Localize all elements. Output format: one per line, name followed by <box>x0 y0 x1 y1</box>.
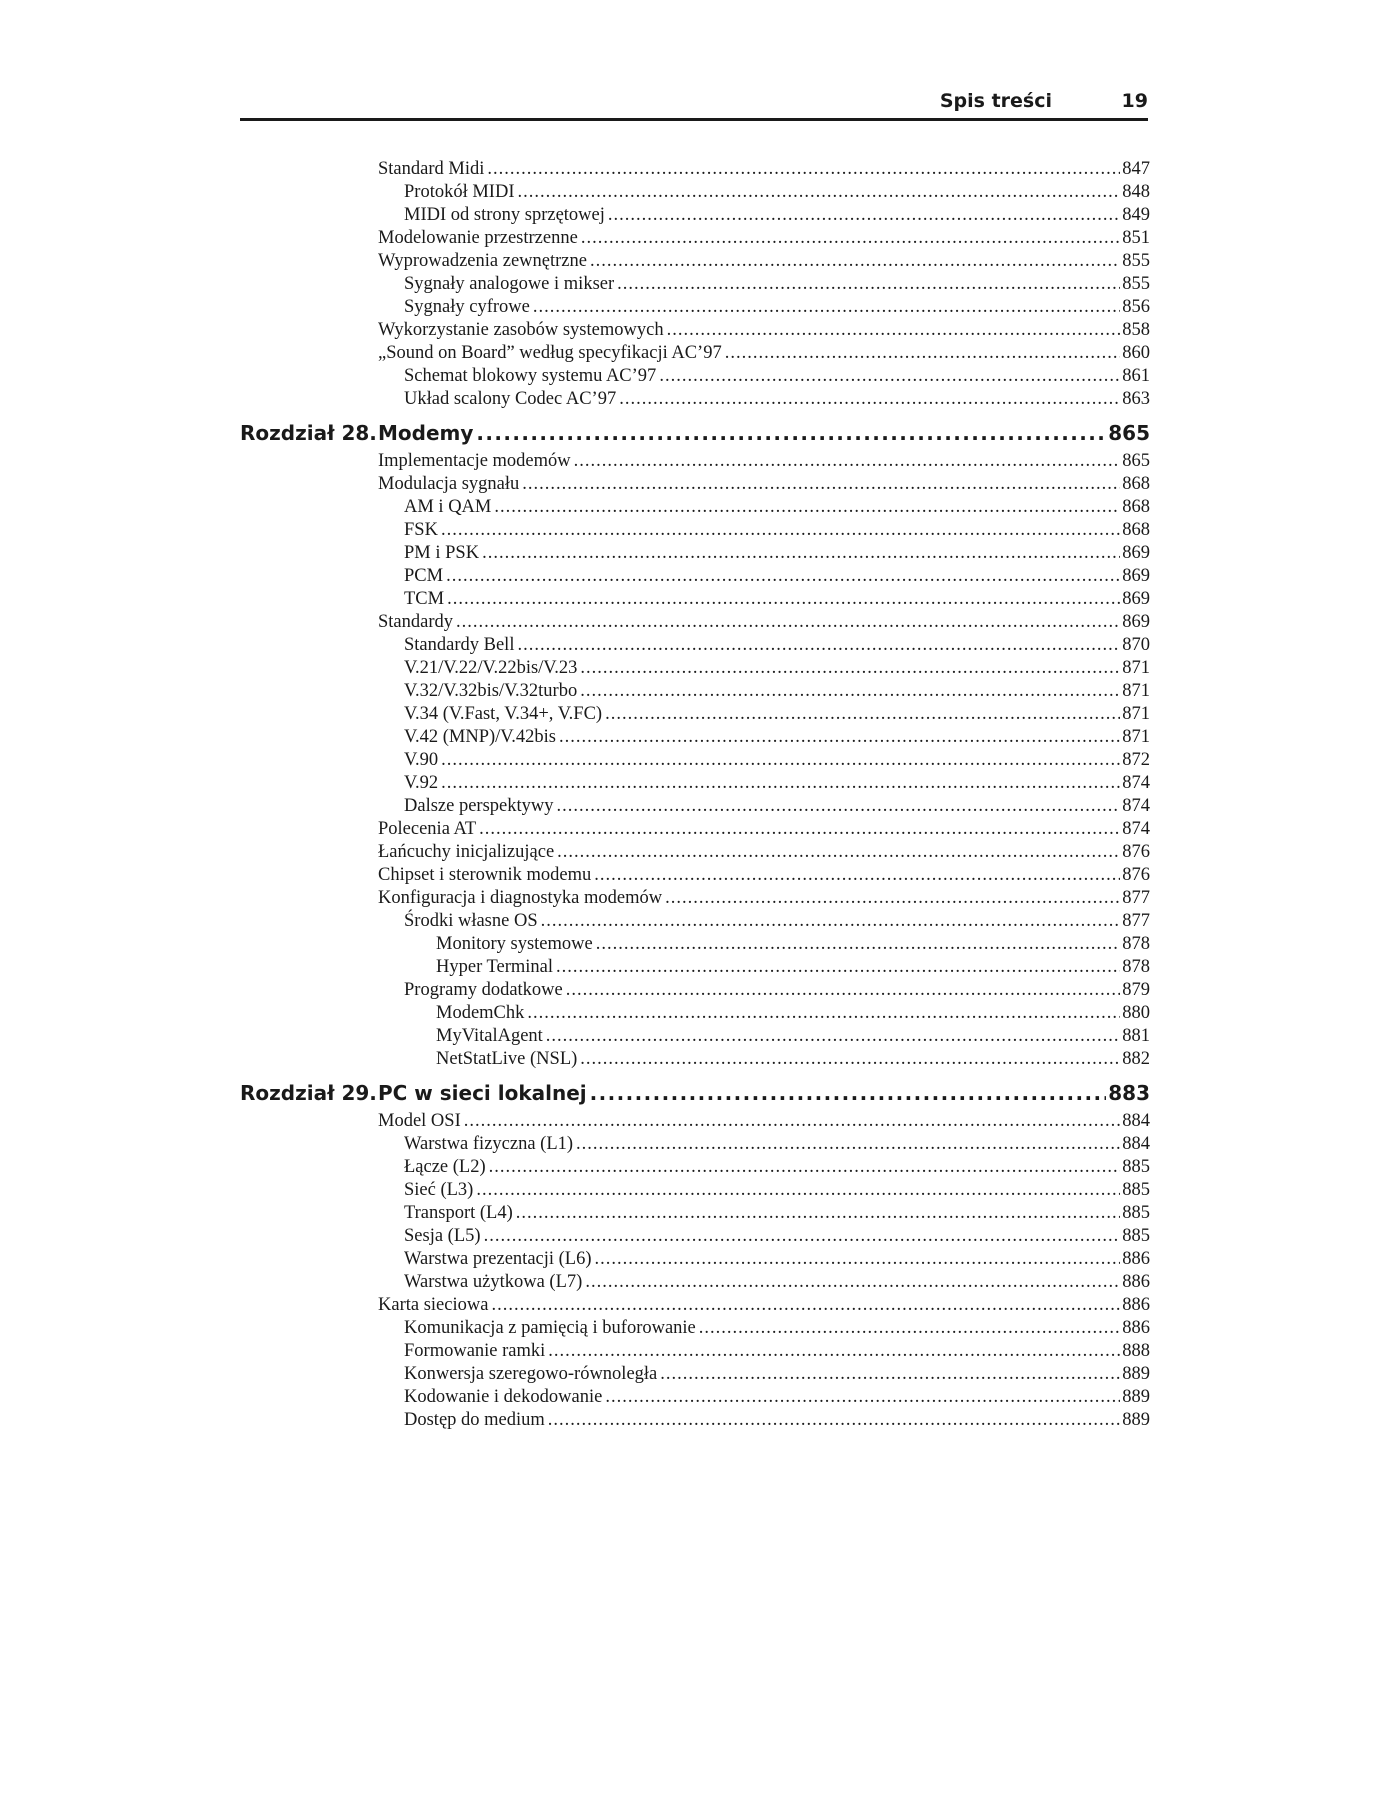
toc-entry-row <box>240 204 1150 227</box>
toc-entry-row <box>240 542 1150 565</box>
toc-page-number: 856 <box>1122 297 1150 317</box>
toc-entry-row <box>240 450 1150 473</box>
toc-page-number: 869 <box>1122 589 1150 609</box>
toc-entry-row <box>240 158 1150 181</box>
toc-dot-leader <box>590 1077 1107 1110</box>
toc-entry-row <box>240 772 1150 795</box>
toc-entry-title: TCM <box>404 589 445 609</box>
toc-page-number: 869 <box>1122 566 1150 586</box>
toc-page-number: 874 <box>1122 796 1150 816</box>
toc-dot-leader <box>527 1002 1120 1025</box>
toc-dot-leader <box>559 726 1120 749</box>
toc-entry-title: V.34 (V.Fast, V.34+, V.FC) <box>404 704 603 724</box>
header-title: Spis treści <box>939 90 1052 112</box>
toc-dot-leader <box>522 473 1120 496</box>
toc-entry-title: NetStatLive (NSL) <box>436 1049 578 1069</box>
toc-entry-title: Układ scalony Codec AC’97 <box>404 389 617 409</box>
table-of-contents <box>240 158 1150 1432</box>
toc-entry-row <box>240 841 1150 864</box>
toc-entry-row <box>240 181 1150 204</box>
toc-dot-leader <box>574 450 1121 473</box>
toc-entry-row <box>240 1248 1150 1271</box>
toc-entry-row <box>240 588 1150 611</box>
toc-entry-row <box>240 611 1150 634</box>
toc-entry-title: Dalsze perspektywy <box>404 796 554 816</box>
toc-page-number: 883 <box>1108 1081 1150 1105</box>
toc-page-number: 886 <box>1122 1249 1150 1269</box>
toc-entry-title: Protokół MIDI <box>404 182 515 202</box>
toc-page-number: 885 <box>1122 1203 1150 1223</box>
toc-entry-title: Kodowanie i dekodowanie <box>404 1387 603 1407</box>
toc-entry-title: Model OSI <box>378 1111 461 1131</box>
toc-dot-leader <box>548 1340 1120 1363</box>
toc-entry-title: ModemChk <box>436 1003 525 1023</box>
toc-entry-row <box>240 319 1150 342</box>
toc-page-number: 868 <box>1122 520 1150 540</box>
toc-page-number: 886 <box>1122 1318 1150 1338</box>
toc-entry-title: V.42 (MNP)/V.42bis <box>404 727 556 747</box>
toc-entry-row <box>240 818 1150 841</box>
toc-dot-leader <box>619 388 1120 411</box>
toc-page-number: 855 <box>1122 251 1150 271</box>
toc-page-number: 878 <box>1122 957 1150 977</box>
toc-page-number: 885 <box>1122 1226 1150 1246</box>
toc-entry-row <box>240 1133 1150 1156</box>
toc-dot-leader <box>594 864 1120 887</box>
toc-entry-row <box>240 933 1150 956</box>
toc-dot-leader <box>494 496 1120 519</box>
toc-dot-leader <box>659 365 1120 388</box>
toc-dot-leader <box>699 1317 1120 1340</box>
toc-dot-leader <box>441 749 1120 772</box>
toc-entry-row <box>240 250 1150 273</box>
toc-page-number: 869 <box>1122 543 1150 563</box>
toc-entry-row <box>240 634 1150 657</box>
toc-dot-leader <box>595 1248 1121 1271</box>
toc-page-number: 847 <box>1122 159 1150 179</box>
toc-entry-title: Modulacja sygnału <box>378 474 520 494</box>
toc-dot-leader <box>605 1386 1120 1409</box>
toc-page-number: 860 <box>1122 343 1150 363</box>
toc-page-number: 858 <box>1122 320 1150 340</box>
toc-entry-title: Implementacje modemów <box>378 451 571 471</box>
toc-entry-title: Polecenia AT <box>378 819 477 839</box>
toc-entry-row <box>240 795 1150 818</box>
toc-page-number: 865 <box>1108 421 1150 445</box>
toc-entry-title: Standard Midi <box>378 159 485 179</box>
toc-dot-leader <box>476 417 1106 450</box>
toc-entry-title: Warstwa prezentacji (L6) <box>404 1249 592 1269</box>
toc-entry-title: „Sound on Board” według specyfikacji AC’97 <box>378 343 722 363</box>
toc-dot-leader <box>617 273 1120 296</box>
toc-chapter-number: Rozdział 29. <box>240 1081 377 1105</box>
toc-entry-row <box>240 910 1150 933</box>
toc-dot-leader <box>518 181 1121 204</box>
toc-page-number: 889 <box>1122 1364 1150 1384</box>
toc-entry-title: Modemy <box>378 421 474 445</box>
toc-page-number: 861 <box>1122 366 1150 386</box>
toc-page-number: 855 <box>1122 274 1150 294</box>
toc-entry-row <box>240 565 1150 588</box>
toc-entry-title: Środki własne OS <box>404 911 538 931</box>
toc-entry-title: V.32/V.32bis/V.32turbo <box>404 681 578 701</box>
toc-entry-title: Programy dodatkowe <box>404 980 563 1000</box>
toc-page-number: 863 <box>1122 389 1150 409</box>
toc-dot-leader <box>667 319 1121 342</box>
header-page-number: 19 <box>1121 90 1148 112</box>
toc-entry-title: PM i PSK <box>404 543 480 563</box>
toc-dot-leader <box>665 887 1120 910</box>
toc-entry-title: Modelowanie przestrzenne <box>378 228 578 248</box>
toc-dot-leader <box>590 250 1120 273</box>
toc-entry-row <box>240 1225 1150 1248</box>
toc-page-number: 882 <box>1122 1049 1150 1069</box>
toc-dot-leader <box>581 227 1120 250</box>
toc-entry-row <box>240 1048 1150 1071</box>
toc-entry-title: PCM <box>404 566 444 586</box>
toc-chapter-row <box>240 417 1150 450</box>
toc-entry-title: Schemat blokowy systemu AC’97 <box>404 366 657 386</box>
toc-page-number: 874 <box>1122 773 1150 793</box>
toc-entry-title: Sieć (L3) <box>404 1180 474 1200</box>
toc-dot-leader <box>596 933 1121 956</box>
toc-dot-leader <box>464 1110 1121 1133</box>
toc-entry-row <box>240 864 1150 887</box>
toc-page-number: 876 <box>1122 865 1150 885</box>
toc-dot-leader <box>441 519 1120 542</box>
toc-dot-leader <box>489 1156 1121 1179</box>
toc-page-number: 871 <box>1122 658 1150 678</box>
toc-page-number: 851 <box>1122 228 1150 248</box>
toc-entry-title: Konwersja szeregowo-równoległa <box>404 1364 658 1384</box>
toc-entry-title: V.21/V.22/V.22bis/V.23 <box>404 658 578 678</box>
toc-entry-title: V.90 <box>404 750 439 770</box>
toc-entry-title: MyVitalAgent <box>436 1026 543 1046</box>
toc-dot-leader <box>580 680 1120 703</box>
toc-dot-leader <box>447 588 1120 611</box>
toc-entry-row <box>240 519 1150 542</box>
toc-entry-row <box>240 887 1150 910</box>
toc-entry-title: Warstwa użytkowa (L7) <box>404 1272 583 1292</box>
toc-entry-row <box>240 473 1150 496</box>
toc-entry-row <box>240 1002 1150 1025</box>
toc-dot-leader <box>476 1179 1120 1202</box>
toc-entry-title: PC w sieci lokalnej <box>378 1081 587 1105</box>
toc-entry-row <box>240 1294 1150 1317</box>
toc-page-number: 878 <box>1122 934 1150 954</box>
toc-page-number: 869 <box>1122 612 1150 632</box>
toc-entry-row <box>240 956 1150 979</box>
toc-entry-row <box>240 680 1150 703</box>
toc-entry-row <box>240 703 1150 726</box>
toc-entry-title: MIDI od strony sprzętowej <box>404 205 605 225</box>
toc-dot-leader <box>484 1225 1121 1248</box>
toc-entry-title: Standardy Bell <box>404 635 515 655</box>
toc-entry-title: Karta sieciowa <box>378 1295 489 1315</box>
toc-page-number: 884 <box>1122 1111 1150 1131</box>
toc-entry-row <box>240 979 1150 1002</box>
toc-page-number: 877 <box>1122 888 1150 908</box>
toc-entry-row <box>240 1156 1150 1179</box>
toc-dot-leader <box>446 565 1120 588</box>
toc-page-number: 871 <box>1122 704 1150 724</box>
toc-entry-title: Hyper Terminal <box>436 957 554 977</box>
toc-entry-row <box>240 496 1150 519</box>
toc-page-number: 884 <box>1122 1134 1150 1154</box>
toc-page-number: 872 <box>1122 750 1150 770</box>
toc-entry-row <box>240 365 1150 388</box>
toc-page-number: 885 <box>1122 1157 1150 1177</box>
toc-chapter-number: Rozdział 28. <box>240 421 377 445</box>
toc-entry-row <box>240 273 1150 296</box>
toc-entry-row <box>240 342 1150 365</box>
toc-dot-leader <box>585 1271 1120 1294</box>
toc-entry-title: Standardy <box>378 612 454 632</box>
toc-dot-leader <box>456 611 1120 634</box>
toc-entry-row <box>240 1363 1150 1386</box>
toc-entry-row <box>240 388 1150 411</box>
running-header <box>240 86 1148 121</box>
toc-entry-title: Formowanie ramki <box>404 1341 546 1361</box>
toc-entry-row <box>240 1340 1150 1363</box>
toc-page-number: 877 <box>1122 911 1150 931</box>
toc-dot-leader <box>546 1025 1120 1048</box>
toc-entry-title: Wyprowadzenia zewnętrzne <box>378 251 587 271</box>
toc-entry-row <box>240 227 1150 250</box>
toc-page-number: 879 <box>1122 980 1150 1000</box>
toc-dot-leader <box>517 634 1120 657</box>
toc-page-number: 886 <box>1122 1295 1150 1315</box>
toc-dot-leader <box>541 910 1121 933</box>
toc-entry-title: Chipset i sterownik modemu <box>378 865 592 885</box>
toc-page-number: 885 <box>1122 1180 1150 1200</box>
toc-entry-row <box>240 1317 1150 1340</box>
toc-page-number: 849 <box>1122 205 1150 225</box>
toc-entry-row <box>240 1386 1150 1409</box>
toc-page-number: 881 <box>1122 1026 1150 1046</box>
toc-entry-title: Warstwa fizyczna (L1) <box>404 1134 574 1154</box>
toc-entry-title: AM i QAM <box>404 497 492 517</box>
toc-entry-row <box>240 1110 1150 1133</box>
toc-page-number: 871 <box>1122 727 1150 747</box>
toc-page-number: 874 <box>1122 819 1150 839</box>
toc-dot-leader <box>556 956 1120 979</box>
toc-entry-title: Sygnały analogowe i mikser <box>404 274 615 294</box>
toc-dot-leader <box>441 772 1120 795</box>
toc-entry-title: Wykorzystanie zasobów systemowych <box>378 320 664 340</box>
toc-dot-leader <box>580 1048 1120 1071</box>
toc-entry-title: FSK <box>404 520 438 540</box>
toc-entry-row <box>240 1179 1150 1202</box>
toc-dot-leader <box>580 657 1120 680</box>
toc-entry-title: Łącze (L2) <box>404 1157 486 1177</box>
toc-entry-row <box>240 749 1150 772</box>
toc-dot-leader <box>566 979 1120 1002</box>
toc-dot-leader <box>608 204 1120 227</box>
toc-dot-leader <box>660 1363 1120 1386</box>
toc-page-number: 880 <box>1122 1003 1150 1023</box>
toc-page-number: 865 <box>1122 451 1150 471</box>
toc-entry-title: Sygnały cyfrowe <box>404 297 530 317</box>
toc-page-number: 871 <box>1122 681 1150 701</box>
toc-entry-title: V.92 <box>404 773 439 793</box>
toc-page-number: 848 <box>1122 182 1150 202</box>
toc-page-number: 868 <box>1122 474 1150 494</box>
toc-dot-leader <box>491 1294 1120 1317</box>
toc-entry-title: Transport (L4) <box>404 1203 513 1223</box>
toc-entry-row <box>240 1271 1150 1294</box>
toc-page-number: 876 <box>1122 842 1150 862</box>
toc-dot-leader <box>576 1133 1120 1156</box>
toc-entry-title: Łańcuchy inicjalizujące <box>378 842 555 862</box>
toc-dot-leader <box>516 1202 1120 1225</box>
toc-dot-leader <box>479 818 1120 841</box>
toc-page-number: 886 <box>1122 1272 1150 1292</box>
toc-dot-leader <box>548 1409 1120 1432</box>
toc-dot-leader <box>557 841 1120 864</box>
toc-chapter-row <box>240 1077 1150 1110</box>
toc-dot-leader <box>725 342 1121 365</box>
toc-page-number: 870 <box>1122 635 1150 655</box>
toc-entry-row <box>240 657 1150 680</box>
toc-page-number: 889 <box>1122 1387 1150 1407</box>
toc-entry-title: Sesja (L5) <box>404 1226 481 1246</box>
toc-entry-row <box>240 1202 1150 1225</box>
toc-entry-title: Dostęp do medium <box>404 1410 545 1430</box>
toc-dot-leader <box>533 296 1120 319</box>
toc-entry-title: Konfiguracja i diagnostyka modemów <box>378 888 663 908</box>
toc-dot-leader <box>557 795 1121 818</box>
toc-entry-row <box>240 296 1150 319</box>
toc-dot-leader <box>482 542 1120 565</box>
toc-entry-title: Komunikacja z pamięcią i buforowanie <box>404 1318 696 1338</box>
toc-page-number: 868 <box>1122 497 1150 517</box>
toc-page-number: 888 <box>1122 1341 1150 1361</box>
toc-entry-row <box>240 1025 1150 1048</box>
toc-entry-title: Monitory systemowe <box>436 934 593 954</box>
toc-entry-row <box>240 726 1150 749</box>
toc-entry-row <box>240 1409 1150 1432</box>
toc-dot-leader <box>487 158 1120 181</box>
toc-dot-leader <box>605 703 1120 726</box>
toc-page-number: 889 <box>1122 1410 1150 1430</box>
